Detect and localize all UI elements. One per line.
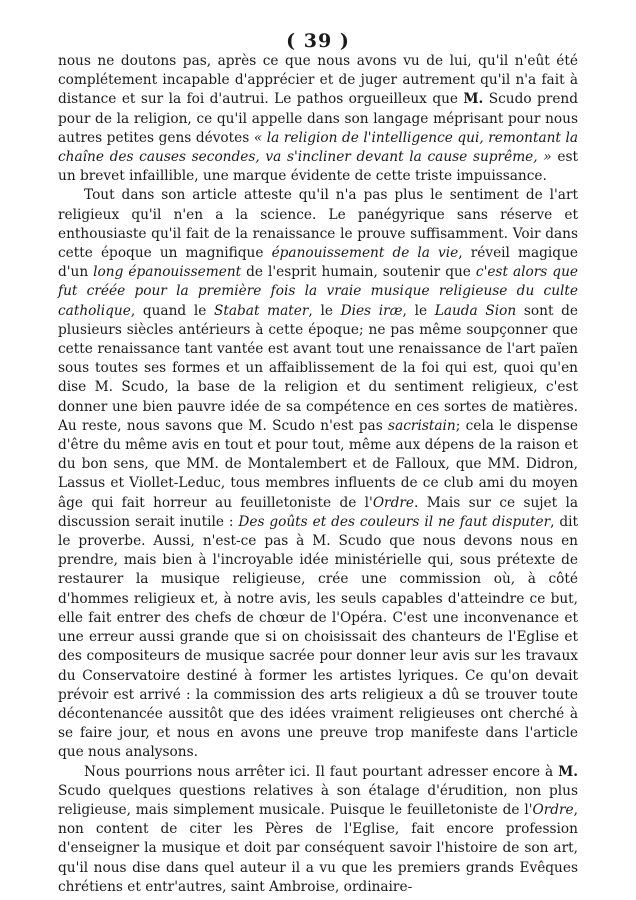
text-run: , le (402, 302, 435, 319)
italic-text: Stabat mater (214, 302, 309, 319)
paragraph-1 (58, 52, 578, 186)
text-run: Scudo prend pour de la religion, ce qu'il appelle dans son langage méprisant pour nous autres petites gens dévotes (58, 91, 578, 146)
italic-text: Dies iræ (340, 302, 403, 319)
italic-text: Ordre (372, 494, 414, 511)
text-run: sont de plusieurs siècles antérieurs à cette époque; ne pas même soupçonner que cette renaissance tant vantée est avant tout une renaissance de l'art païen sous toutes ses formes et un affaiblissement de la foi qui est, quoi qu'en dise M. Scudo, la base de la religion et du sentiment religieux, c'est donner une bien pauvre idée de sa compétence en ces sortes de matières. Au reste, nous savons que M. Scudo n'est pas (58, 302, 579, 434)
text-run: , non content de citer les Pères de l'Eglise, fait encore profession d'enseigner la musique et doit par conséquent savoir l'histoire de son art, qu'il nous dise dans quel auteur il a vu que les premiers grands Evêques chrétiens et entr'autres, saint Ambroise, ordinaire- (58, 801, 578, 895)
text-run: ; cela le dispense d'être du même avis en tout et pour tout, même aux dépens de la raison et du bon sens, que MM. de Montalembert et de Falloux, que MM. Didron, Lassus et Viollet-Leduc, tous membres influents de ce club ami du moyen âge qui fait horreur au feuilletoniste de l' (58, 417, 578, 511)
italic-text: épanouissement de la vie (271, 245, 459, 262)
paragraph-3 (58, 763, 578, 897)
page-number: ( 39 ) (286, 30, 350, 52)
italic-text: Lauda Sion (434, 302, 517, 319)
text-run: . Mais sur ce sujet la discussion serait inutile : (58, 494, 579, 530)
text-run: , le (308, 302, 341, 319)
text-run: Tout dans son article atteste qu'il n'a pas plus le sentiment de l'art religieux qu'il n'en a la science. Le panégyrique sans réserve et enthousiaste qu'il fait de la renaissance le prouve suffisamment. Voir dans cette époque un magnifique (58, 187, 578, 262)
italic-text: long épanouissement (93, 264, 242, 281)
text-run: est un brevet infaillible, une marque évidente de cette triste impuissance. (58, 149, 578, 185)
text-run: , quand le (130, 302, 214, 319)
italic-text: Des goûts et des couleurs il ne faut disputer (238, 513, 551, 530)
text-run: , dit le proverbe. Aussi, n'est-ce pas à M. Scudo que nous devons nous en prendre, mais bien à l'incroyable idée ministérielle qui, sous prétexte de restaurer la musique religieuse, crée une commission où, à côté d'hommes religieux et, à notre avis, les seuls capables d'atteindre ce but, elle fait entrer des chefs de chœur de l'Opéra. C'est une inconvenance et une erreur aussi grande que si on choisissait des chanteurs de l'Eglise et des compositeurs de musique sacrée pour donner leur avis sur les travaux du Conservatoire destiné à former les artistes lyriques. Ce qu'on devait prévoir est arrivé : la commission des arts religieux a dû se trouver toute décontenancée aussitôt que des idées vraiment religieuses ont cherché à se faire jour, et nous en avons une preuve trop manifeste dans l'article que nous analysons. (58, 513, 578, 761)
body-text (58, 52, 578, 897)
text-run: de l'esprit humain, soutenir que (241, 264, 476, 281)
paragraph-2 (58, 186, 578, 762)
bold-text: M. (463, 91, 484, 108)
text-run: , réveil magique d'un (58, 245, 578, 281)
bold-text: M. (558, 763, 578, 780)
text-run: Scudo quelques questions relatives à son étalage d'érudition, non plus religieuse, mais simplement musicale. Puisque le feuilletoniste de l' (58, 782, 578, 818)
italic-text: Ordre (532, 801, 574, 818)
text-run: Nous pourrions nous arrêter ici. Il faut pourtant adresser encore à (84, 763, 559, 780)
italic-text: c'est alors que fut créée pour la première fois la vraie musique religieuse du culte catholique (58, 264, 578, 319)
italic-text: « la religion de l'intelligence qui, remontant la chaîne des causes secondes, va s'incliner devant la cause suprême, » (58, 129, 578, 166)
italic-text: sacristain (388, 417, 456, 434)
text-run: nous ne doutons pas, après ce que nous avons vu de lui, qu'il n'eût été complétement incapable d'apprécier et de juger autrement qu'il n'a fait à distance et sur la foi d'autrui. Le pathos orgueilleux que (58, 53, 578, 108)
